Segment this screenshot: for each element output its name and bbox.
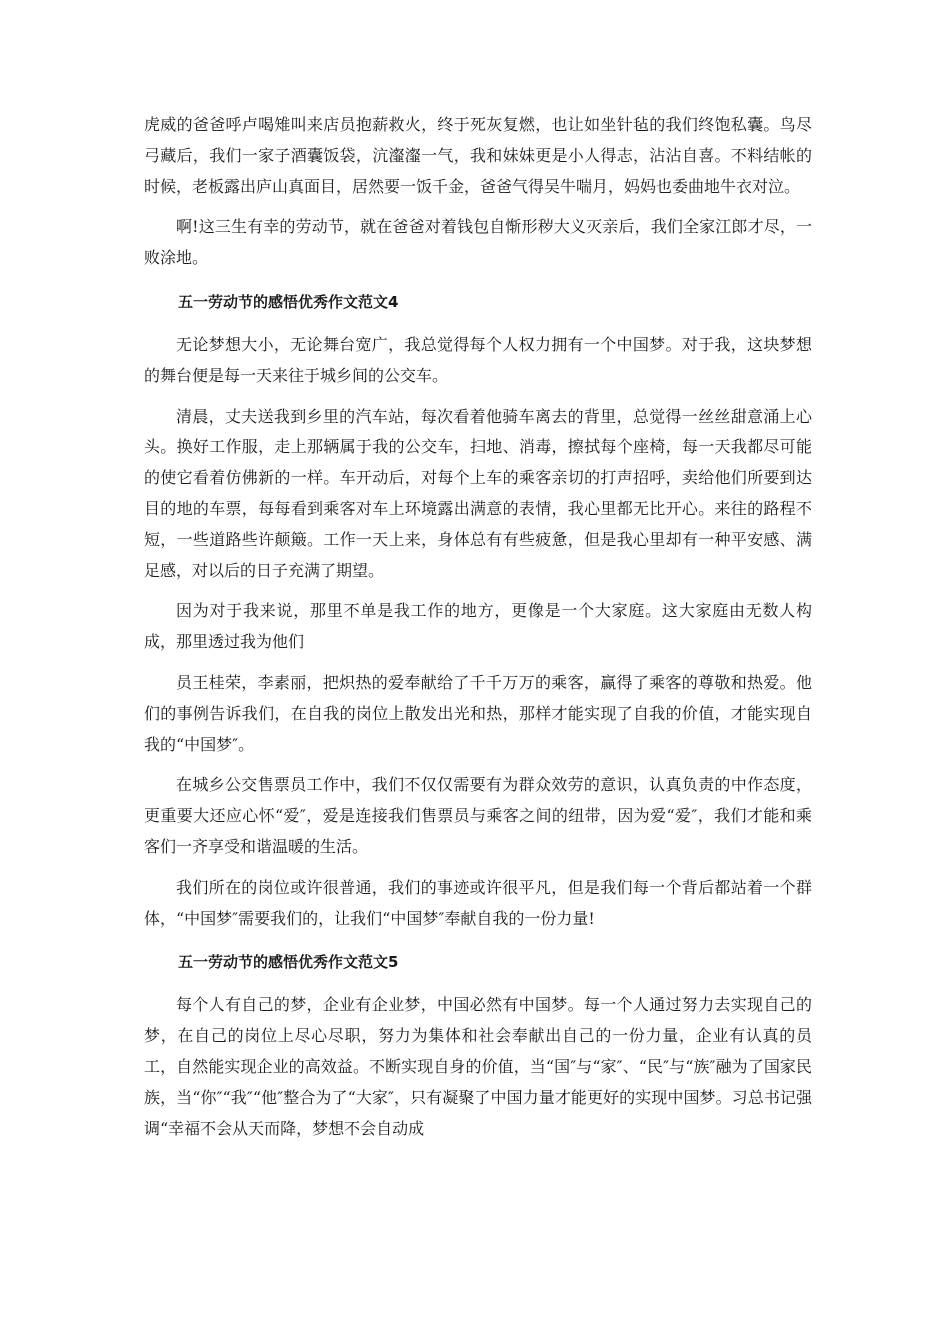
section-heading: 五一劳动节的感悟优秀作文范文4 <box>178 292 399 311</box>
paragraph: 无论梦想大小，无论舞台宽广，我总觉得每个人权力拥有一个中国梦。对于我，这块梦想的舞台便是每一天来往于城乡间的公交车。 <box>144 334 812 385</box>
document-page <box>144 110 812 1154</box>
paragraph: 因为对于我来说，那里不单是我工作的地方，更像是一个大家庭。这大家庭由无数人构成，那里透过我为他们 <box>144 601 812 652</box>
paragraph: 啊!这三生有幸的劳动节，就在爸爸对着钱包自惭形秽大义灭亲后，我们全家江郎才尽，一败涂地。 <box>144 217 812 268</box>
paragraph: 我们所在的岗位或许很普通，我们的事迹或许很平凡，但是我们每一个背后都站着一个群体，“中国梦″需要我们的，让我们“中国梦″奉献自我的一份力量! <box>144 877 812 928</box>
paragraph: 虎威的爸爸呼卢喝雉叫来店员抱薪救火，终于死灰复燃，也让如坐针毡的我们终饱私囊。鸟尽弓藏后，我们一家子酒囊饭袋，沆瀣瀣一气，我和妹妹更是小人得志，沾沾自喜。不料结帐的时候，老板露出庐山真面目，居然要一饭千金，爸爸气得吴牛喘月，妈妈也委曲地牛衣对泣。 <box>144 115 812 196</box>
paragraph: 员王桂荣，李素丽，把炽热的爱奉献给了千千万万的乘客，赢得了乘客的尊敬和热爱。他们的事例告诉我们，在自我的岗位上散发出光和热，那样才能实现了自我的价值，才能实现自我的“中国梦″。 <box>144 672 812 754</box>
paragraph: 每个人有自己的梦，企业有企业梦，中国必然有中国梦。每一个人通过努力去实现自己的梦，在自己的岗位上尽心尽职，努力为集体和社会奉献出自己的一份力量，企业有认真的员工，自然能实现企业的高效益。不断实现自身的价值，当“国″与“家″、“民″与“族″融为了国家民族，当“你″“我″“他″整合为了“大家″，只有凝聚了中国力量才能更好的实现中国梦。习总书记强调“幸福不会从天而降，梦想不会自动成 <box>144 995 812 1138</box>
section-heading: 五一劳动节的感悟优秀作文范文5 <box>178 953 399 972</box>
paragraph: 在城乡公交售票员工作中，我们不仅仅需要有为群众效劳的意识，认真负责的中作态度，更重要大还应心怀“爱″，爱是连接我们售票员与乘客之间的纽带，因为爱“爱″，我们才能和乘客们一齐享受和谐温暖的生活。 <box>144 775 812 856</box>
paragraph: 清晨，丈夫送我到乡里的汽车站，每次看着他骑车离去的背里，总觉得一丝丝甜意涌上心头。换好工作服，走上那辆属于我的公交车，扫地、消毒，擦拭每个座椅，每一天我都尽可能的使它看着仿佛新的一样。车开动后，对每个上车的乘客亲切的打声招呼，卖给他们所要到达目的地的车票，每每看到乘客对车上环境露出满意的表情，我心里都无比开心。来往的路程不短，一些道路些许颠簸。工作一天上来，身体总有有些疲惫，但是我心里却有一种平安感、满足感，对以后的日子充满了期望。 <box>144 406 812 580</box>
